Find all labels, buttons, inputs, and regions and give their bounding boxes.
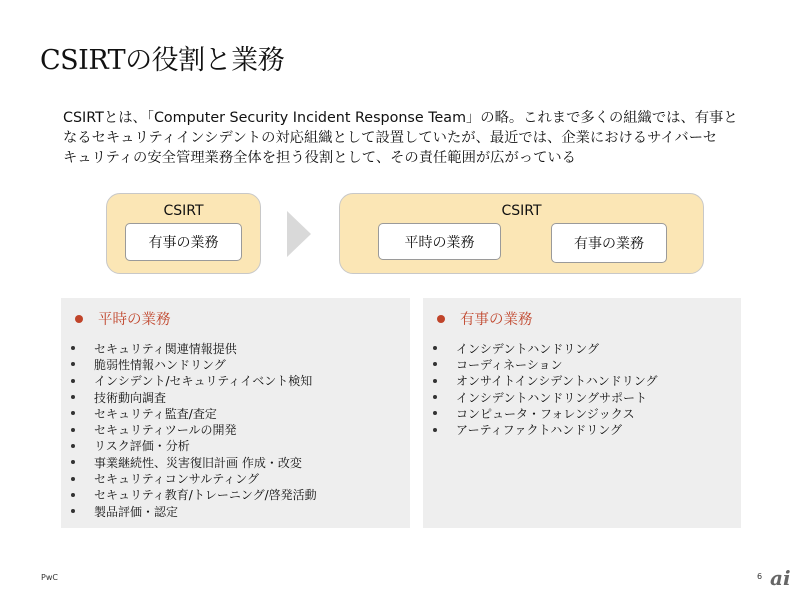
list-item: リスク評価・分析 xyxy=(71,438,317,454)
page-number: 6 xyxy=(757,572,763,581)
slide-title: CSIRTの役割と業務 xyxy=(40,45,285,76)
list-item: セキュリティ教育/トレーニング/啓発活動 xyxy=(71,487,317,503)
list-item: コーディネーション xyxy=(433,356,658,372)
csirt-before-label: CSIRT xyxy=(163,203,204,219)
list-item: アーティファクトハンドリング xyxy=(433,421,658,437)
peacetime-panel xyxy=(61,298,410,528)
bullet-icon xyxy=(433,346,437,350)
bullet-icon xyxy=(71,379,75,383)
list-item: 事業継続性、災害復旧計画 作成・改変 xyxy=(71,454,317,470)
peacetime-heading xyxy=(75,308,171,329)
chevron-right-icon xyxy=(287,211,311,257)
peacetime-list xyxy=(71,340,317,519)
bullet-icon xyxy=(71,477,75,481)
emergency-heading-text: 有事の業務 xyxy=(460,312,533,328)
bullet-dot-icon xyxy=(437,315,445,323)
before-emergency-duty: 有事の業務 xyxy=(125,223,242,261)
list-item: コンピュータ・フォレンジックス xyxy=(433,405,658,421)
list-item: セキュリティ関連情報提供 xyxy=(71,340,317,356)
bullet-icon xyxy=(71,362,75,366)
list-item: インシデント/セキュリティイベント検知 xyxy=(71,373,317,389)
csirt-after-box xyxy=(339,193,704,274)
bullet-icon xyxy=(71,395,75,399)
list-item: インシデントハンドリング xyxy=(433,340,658,356)
list-item: セキュリティ監査/査定 xyxy=(71,405,317,421)
list-item: セキュリティコンサルティング xyxy=(71,470,317,486)
bullet-icon xyxy=(71,346,75,350)
list-item: セキュリティツールの開発 xyxy=(71,421,317,437)
bullet-icon xyxy=(433,395,437,399)
list-item: 技術動向調査 xyxy=(71,389,317,405)
bullet-icon xyxy=(433,362,437,366)
bullet-icon xyxy=(433,428,437,432)
bullet-icon xyxy=(71,428,75,432)
peacetime-heading-text: 平時の業務 xyxy=(98,312,171,328)
list-item: インシデントハンドリングサポート xyxy=(433,389,658,405)
bullet-icon xyxy=(433,379,437,383)
bullet-icon xyxy=(71,509,75,513)
watermark-logo: ai xyxy=(770,566,791,590)
emergency-heading xyxy=(437,308,533,329)
csirt-after-label: CSIRT xyxy=(501,203,542,219)
after-emergency-duty: 有事の業務 xyxy=(551,223,667,263)
emergency-list xyxy=(433,340,658,438)
intro-line: なるセキュリティインシデントの対応組織として設置していたが、最近では、企業におけるサイバーセ xyxy=(63,130,718,146)
bullet-icon xyxy=(71,411,75,415)
intro-line: CSIRTとは、「Computer Security Incident Response Team」の略。これまで多くの組織では、有事と xyxy=(63,110,738,126)
after-peacetime-duty: 平時の業務 xyxy=(378,223,501,260)
bullet-icon xyxy=(71,460,75,464)
bullet-icon xyxy=(71,444,75,448)
csirt-before-box xyxy=(106,193,261,274)
list-item: 脆弱性情報ハンドリング xyxy=(71,356,317,372)
intro-text xyxy=(63,108,743,168)
footer-company: PwC xyxy=(41,573,58,582)
intro-line: キュリティの安全管理業務全体を担う役割として、その責任範囲が広がっている xyxy=(63,150,576,166)
bullet-dot-icon xyxy=(75,315,83,323)
emergency-panel xyxy=(423,298,741,528)
list-item: 製品評価・認定 xyxy=(71,503,317,519)
bullet-icon xyxy=(433,411,437,415)
list-item: オンサイトインシデントハンドリング xyxy=(433,373,658,389)
bullet-icon xyxy=(71,493,75,497)
